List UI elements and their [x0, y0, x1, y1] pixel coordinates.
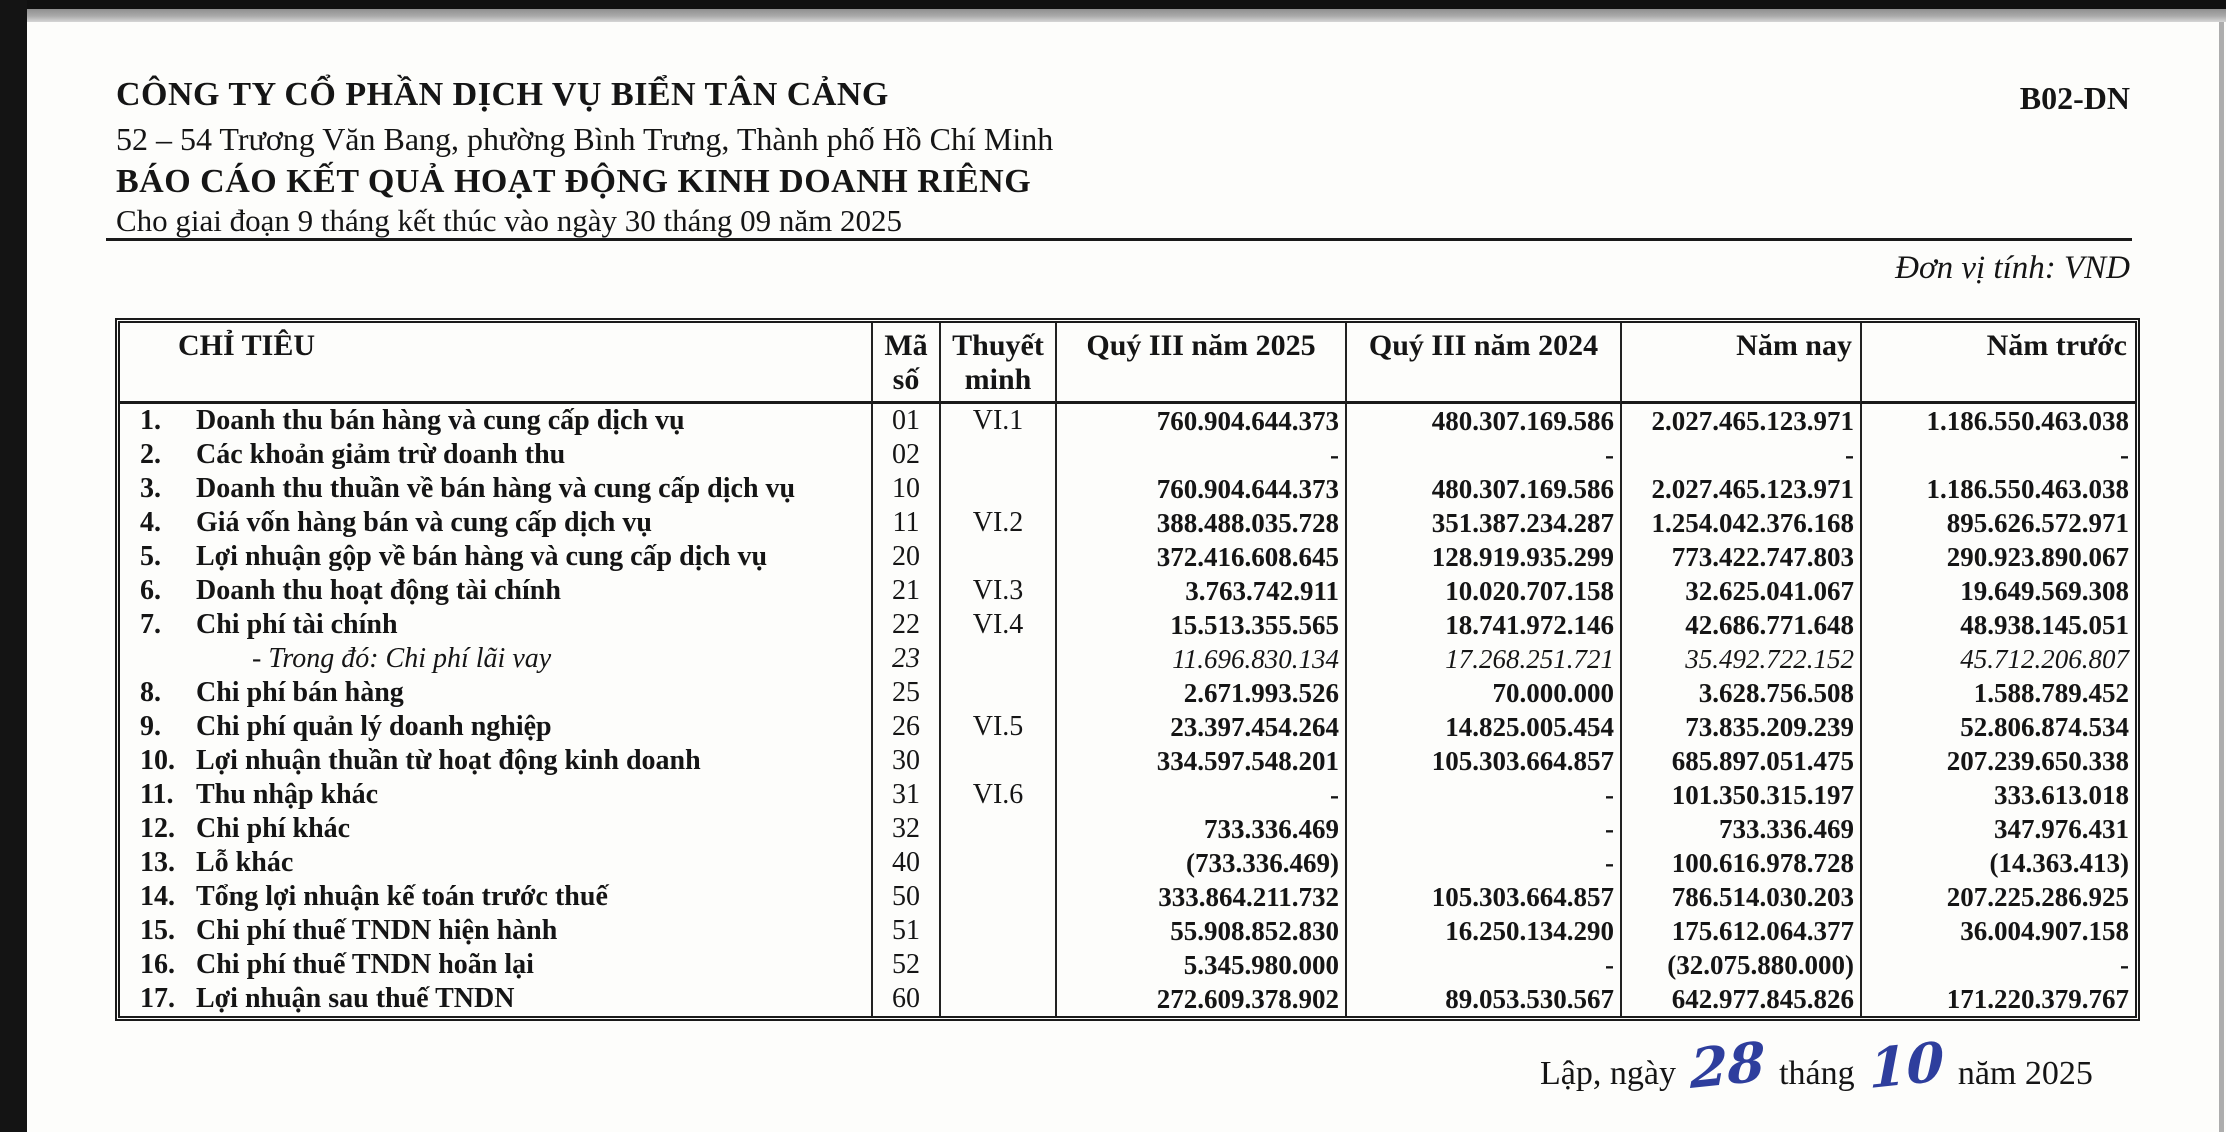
row-nam-truoc-cell: 171.220.379.767	[1860, 982, 2135, 1016]
row-number: 11.	[140, 779, 174, 810]
row-label: Các khoản giảm trừ doanh thu	[196, 439, 566, 470]
row-note-cell	[939, 540, 1055, 574]
row-nam-truoc-cell: 1.186.550.463.038	[1860, 472, 2135, 506]
row-nam-truoc-cell: 52.806.874.534	[1860, 710, 2135, 744]
row-code-cell: 26	[871, 710, 939, 744]
row-q3-2025-cell: 272.609.378.902	[1055, 982, 1345, 1016]
row-label: Lợi nhuận gộp về bán hàng và cung cấp dịch vụ	[196, 541, 768, 572]
row-q3-2025-cell: 760.904.644.373	[1055, 472, 1345, 506]
row-code-cell: 50	[871, 880, 939, 914]
row-label: Chi phí thuế TNDN hiện hành	[196, 915, 558, 946]
table-row	[120, 472, 2135, 506]
row-nam-nay-cell: 32.625.041.067	[1620, 574, 1860, 608]
row-q3-2025-cell: 11.696.830.134	[1055, 642, 1345, 676]
row-label-cell	[120, 506, 871, 540]
row-code-cell: 01	[871, 404, 939, 438]
row-number: 8.	[140, 677, 161, 708]
row-label-cell	[120, 812, 871, 846]
report-table-body	[120, 404, 2135, 1016]
row-number: 6.	[140, 575, 161, 606]
row-number: 14.	[140, 881, 175, 912]
row-label-cell	[120, 744, 871, 778]
row-nam-nay-cell: 642.977.845.826	[1620, 982, 1860, 1016]
row-q3-2024-cell: 70.000.000	[1345, 676, 1620, 710]
row-label-cell	[120, 948, 871, 982]
row-q3-2024-cell: 105.303.664.857	[1345, 880, 1620, 914]
row-label: Chi phí khác	[196, 813, 351, 844]
row-nam-nay-cell: 73.835.209.239	[1620, 710, 1860, 744]
company-name: CÔNG TY CỔ PHẦN DỊCH VỤ BIỂN TÂN CẢNG	[116, 76, 889, 113]
row-number: 16.	[140, 949, 175, 980]
row-nam-truoc-cell: 207.239.650.338	[1860, 744, 2135, 778]
row-label-cell	[120, 574, 871, 608]
row-label-cell	[120, 914, 871, 948]
header-divider-rule	[106, 238, 2132, 241]
table-row	[120, 880, 2135, 914]
row-q3-2025-cell: 333.864.211.732	[1055, 880, 1345, 914]
row-q3-2024-cell: 480.307.169.586	[1345, 404, 1620, 438]
row-q3-2025-cell: 372.416.608.645	[1055, 540, 1345, 574]
col-header-thuyet-minh: Thuyết minh	[939, 323, 1055, 404]
row-note-cell: VI.1	[939, 404, 1055, 438]
table-row	[120, 846, 2135, 880]
row-q3-2024-cell: 17.268.251.721	[1345, 642, 1620, 676]
row-label: Thu nhập khác	[196, 779, 379, 810]
row-label: Doanh thu thuần về bán hàng và cung cấp dịch vụ	[196, 473, 796, 504]
row-label-cell	[120, 880, 871, 914]
row-number: 7.	[140, 609, 161, 640]
row-label: Chi phí tài chính	[196, 609, 398, 640]
row-nam-nay-cell: 35.492.722.152	[1620, 642, 1860, 676]
row-nam-truoc-cell: -	[1860, 948, 2135, 982]
row-nam-nay-cell: 42.686.771.648	[1620, 608, 1860, 642]
row-label: Lợi nhuận sau thuế TNDN	[196, 983, 515, 1014]
row-nam-nay-cell: 786.514.030.203	[1620, 880, 1860, 914]
row-nam-truoc-cell: 1.186.550.463.038	[1860, 404, 2135, 438]
row-note-cell	[939, 982, 1055, 1016]
row-q3-2024-cell: -	[1345, 778, 1620, 812]
row-q3-2024-cell: 16.250.134.290	[1345, 914, 1620, 948]
row-code-cell: 60	[871, 982, 939, 1016]
report-period: Cho giai đoạn 9 tháng kết thúc vào ngày 30 tháng 09 năm 2025	[116, 203, 903, 238]
income-statement-table	[115, 318, 2140, 1021]
handwritten-month: 10	[1868, 1028, 1944, 1102]
row-q3-2025-cell: 733.336.469	[1055, 812, 1345, 846]
row-q3-2025-cell: (733.336.469)	[1055, 846, 1345, 880]
row-q3-2024-cell: -	[1345, 948, 1620, 982]
row-q3-2025-cell: 760.904.644.373	[1055, 404, 1345, 438]
row-number: 3.	[140, 473, 161, 504]
form-code: B02-DN	[2019, 80, 2130, 116]
table-row	[120, 778, 2135, 812]
table-row	[120, 710, 2135, 744]
row-q3-2025-cell: -	[1055, 438, 1345, 472]
row-code-cell: 20	[871, 540, 939, 574]
row-label-cell	[120, 982, 871, 1016]
row-nam-truoc-cell: 290.923.890.067	[1860, 540, 2135, 574]
row-nam-truoc-cell: (14.363.413)	[1860, 846, 2135, 880]
footer-date-line	[1540, 1028, 2100, 1108]
row-note-cell	[939, 914, 1055, 948]
row-number: 9.	[140, 711, 161, 742]
month-label: tháng	[1779, 1055, 1855, 1092]
row-nam-nay-cell: 3.628.756.508	[1620, 676, 1860, 710]
col-header-nam-truoc: Năm trước	[1860, 323, 2135, 404]
row-note-cell	[939, 880, 1055, 914]
row-label-cell	[120, 846, 871, 880]
row-label: Giá vốn hàng bán và cung cấp dịch vụ	[196, 507, 652, 538]
row-label-cell	[120, 540, 871, 574]
row-label-cell	[120, 642, 871, 676]
row-q3-2025-cell: 3.763.742.911	[1055, 574, 1345, 608]
row-note-cell: VI.3	[939, 574, 1055, 608]
table-row	[120, 506, 2135, 540]
report-title: BÁO CÁO KẾT QUẢ HOẠT ĐỘNG KINH DOANH RIÊNG	[116, 163, 1032, 200]
row-code-cell: 40	[871, 846, 939, 880]
row-label: Chi phí bán hàng	[196, 677, 404, 708]
row-note-cell	[939, 812, 1055, 846]
row-q3-2025-cell: -	[1055, 778, 1345, 812]
row-number: 5.	[140, 541, 161, 572]
row-nam-truoc-cell: -	[1860, 438, 2135, 472]
row-label: Chi phí quản lý doanh nghiệp	[196, 711, 552, 742]
row-note-cell	[939, 438, 1055, 472]
scan-artifact-right-gray-line	[2219, 22, 2224, 1132]
row-label: - Trong đó: Chi phí lãi vay	[252, 643, 552, 674]
row-code-cell: 32	[871, 812, 939, 846]
table-row	[120, 540, 2135, 574]
row-q3-2024-cell: -	[1345, 846, 1620, 880]
row-number: 2.	[140, 439, 161, 470]
row-q3-2024-cell: 351.387.234.287	[1345, 506, 1620, 540]
company-address: 52 – 54 Trương Văn Bang, phường Bình Trưng, Thành phố Hồ Chí Minh	[116, 121, 1054, 157]
row-nam-nay-cell: -	[1620, 438, 1860, 472]
row-q3-2025-cell: 5.345.980.000	[1055, 948, 1345, 982]
row-nam-nay-cell: 2.027.465.123.971	[1620, 404, 1860, 438]
col-header-nam-nay: Năm nay	[1620, 323, 1860, 404]
row-code-cell: 02	[871, 438, 939, 472]
row-nam-nay-cell: 1.254.042.376.168	[1620, 506, 1860, 540]
row-q3-2024-cell: 14.825.005.454	[1345, 710, 1620, 744]
row-label: Doanh thu bán hàng và cung cấp dịch vụ	[196, 405, 685, 436]
row-label: Doanh thu hoạt động tài chính	[196, 575, 561, 606]
year-label: năm 2025	[1957, 1055, 2093, 1092]
row-nam-truoc-cell: 1.588.789.452	[1860, 676, 2135, 710]
row-q3-2024-cell: -	[1345, 812, 1620, 846]
row-nam-truoc-cell: 45.712.206.807	[1860, 642, 2135, 676]
row-nam-truoc-cell: 19.649.569.308	[1860, 574, 2135, 608]
row-q3-2025-cell: 15.513.355.565	[1055, 608, 1345, 642]
row-number: 10.	[140, 745, 175, 776]
row-note-cell: VI.2	[939, 506, 1055, 540]
row-q3-2025-cell: 388.488.035.728	[1055, 506, 1345, 540]
row-code-cell: 23	[871, 642, 939, 676]
table-row	[120, 812, 2135, 846]
row-label: Chi phí thuế TNDN hoãn lại	[196, 949, 534, 980]
row-nam-truoc-cell: 36.004.907.158	[1860, 914, 2135, 948]
scan-artifact-top-black-bar	[0, 0, 2226, 9]
row-nam-nay-cell: 733.336.469	[1620, 812, 1860, 846]
table-row	[120, 642, 2135, 676]
row-nam-nay-cell: 773.422.747.803	[1620, 540, 1860, 574]
table-row	[120, 438, 2135, 472]
row-label-cell	[120, 404, 871, 438]
scan-artifact-top-gray-bar	[0, 9, 2226, 22]
row-q3-2024-cell: 89.053.530.567	[1345, 982, 1620, 1016]
row-nam-nay-cell: (32.075.880.000)	[1620, 948, 1860, 982]
row-code-cell: 30	[871, 744, 939, 778]
row-q3-2025-cell: 2.671.993.526	[1055, 676, 1345, 710]
row-q3-2024-cell: 18.741.972.146	[1345, 608, 1620, 642]
row-code-cell: 31	[871, 778, 939, 812]
scan-artifact-left-black-band	[0, 0, 27, 1132]
row-nam-truoc-cell: 347.976.431	[1860, 812, 2135, 846]
row-q3-2025-cell: 334.597.548.201	[1055, 744, 1345, 778]
row-nam-nay-cell: 101.350.315.197	[1620, 778, 1860, 812]
row-code-cell: 10	[871, 472, 939, 506]
row-q3-2024-cell: 105.303.664.857	[1345, 744, 1620, 778]
row-code-cell: 22	[871, 608, 939, 642]
row-label-cell	[120, 438, 871, 472]
row-number: 4.	[140, 507, 161, 538]
handwritten-day: 28	[1690, 1028, 1765, 1102]
col-header-q3-2025: Quý III năm 2025	[1055, 323, 1345, 404]
row-note-cell	[939, 676, 1055, 710]
row-nam-nay-cell: 175.612.064.377	[1620, 914, 1860, 948]
row-q3-2024-cell: -	[1345, 438, 1620, 472]
row-number: 17.	[140, 983, 175, 1014]
row-number: 13.	[140, 847, 175, 878]
currency-unit-note: Đơn vị tính: VND	[1895, 250, 2130, 286]
row-code-cell: 52	[871, 948, 939, 982]
row-nam-truoc-cell: 207.225.286.925	[1860, 880, 2135, 914]
row-note-cell	[939, 642, 1055, 676]
table-row	[120, 676, 2135, 710]
table-header-row	[120, 323, 2135, 404]
row-label-cell	[120, 676, 871, 710]
row-nam-truoc-cell: 48.938.145.051	[1860, 608, 2135, 642]
row-number: 1.	[140, 405, 161, 436]
row-number: 15.	[140, 915, 175, 946]
col-header-ma-so: Mã số	[871, 323, 939, 404]
row-number: 12.	[140, 813, 175, 844]
row-note-cell	[939, 744, 1055, 778]
row-note-cell: VI.6	[939, 778, 1055, 812]
col-header-chi-tieu: CHỈ TIÊU	[120, 323, 871, 404]
row-nam-nay-cell: 685.897.051.475	[1620, 744, 1860, 778]
row-nam-nay-cell: 100.616.978.728	[1620, 846, 1860, 880]
row-q3-2024-cell: 10.020.707.158	[1345, 574, 1620, 608]
date-prefix: Lập, ngày	[1540, 1055, 1676, 1092]
row-note-cell	[939, 948, 1055, 982]
row-code-cell: 11	[871, 506, 939, 540]
row-nam-nay-cell: 2.027.465.123.971	[1620, 472, 1860, 506]
table-row	[120, 914, 2135, 948]
row-label: Lỗ khác	[196, 847, 294, 878]
row-code-cell: 25	[871, 676, 939, 710]
row-q3-2025-cell: 23.397.454.264	[1055, 710, 1345, 744]
row-nam-truoc-cell: 895.626.572.971	[1860, 506, 2135, 540]
row-note-cell	[939, 846, 1055, 880]
col-header-q3-2024: Quý III năm 2024	[1345, 323, 1620, 404]
row-q3-2025-cell: 55.908.852.830	[1055, 914, 1345, 948]
table-row	[120, 608, 2135, 642]
table-row	[120, 404, 2135, 438]
row-code-cell: 51	[871, 914, 939, 948]
row-label-cell	[120, 710, 871, 744]
row-q3-2024-cell: 480.307.169.586	[1345, 472, 1620, 506]
row-nam-truoc-cell: 333.613.018	[1860, 778, 2135, 812]
table-row	[120, 948, 2135, 982]
row-note-cell: VI.4	[939, 608, 1055, 642]
row-note-cell	[939, 472, 1055, 506]
row-note-cell: VI.5	[939, 710, 1055, 744]
row-label: Lợi nhuận thuần từ hoạt động kinh doanh	[196, 745, 701, 776]
row-label-cell	[120, 608, 871, 642]
row-label-cell	[120, 778, 871, 812]
row-q3-2024-cell: 128.919.935.299	[1345, 540, 1620, 574]
table-row	[120, 574, 2135, 608]
row-label-cell	[120, 472, 871, 506]
row-label: Tổng lợi nhuận kế toán trước thuế	[196, 881, 608, 912]
row-code-cell: 21	[871, 574, 939, 608]
table-row	[120, 744, 2135, 778]
table-row	[120, 982, 2135, 1016]
